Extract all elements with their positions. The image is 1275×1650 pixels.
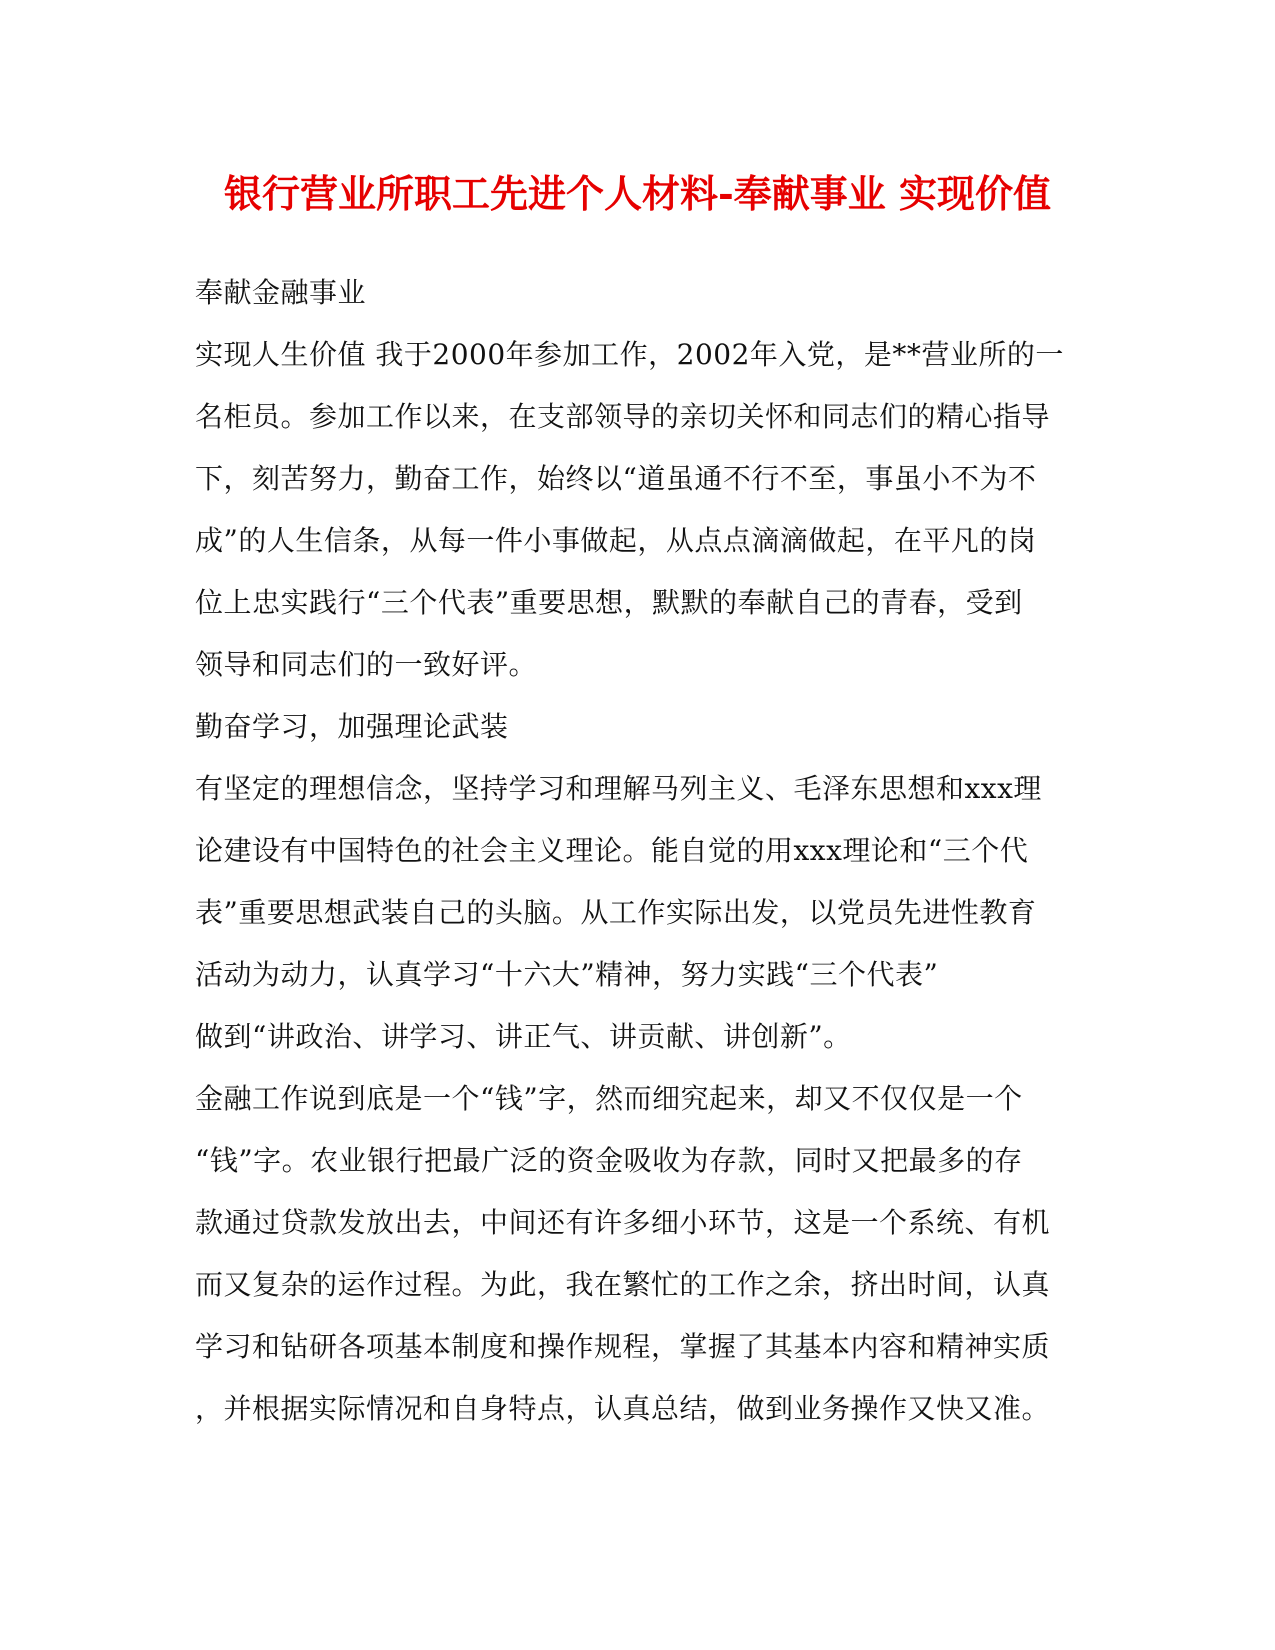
text-line: 做到“讲政治、讲学习、讲正气、讲贡献、讲创新”。 xyxy=(195,1020,852,1053)
text-line: 表”重要思想武装自己的头脑。从工作实际出发，以党员先进性教育 xyxy=(195,896,1037,929)
text-line: 位上忠实践行“三个代表”重要思想，默默的奉献自己的青春，受到 xyxy=(195,586,1023,619)
text-line: 金融工作说到底是一个“钱”字，然而细究起来，却又不仅仅是一个 xyxy=(195,1082,1023,1115)
text-line: 奉献金融事业 xyxy=(195,276,367,309)
text-line: 领导和同志们的一致好评。 xyxy=(195,648,538,681)
text-line: 成”的人生信条，从每一件小事做起，从点点滴滴做起，在平凡的岗 xyxy=(195,524,1037,557)
text-line: ，并根据实际情况和自身特点，认真总结，做到业务操作又快又准。 xyxy=(195,1392,1051,1425)
text-line: 有坚定的理想信念，坚持学习和理解马列主义、毛泽东思想和xxx理 xyxy=(195,772,1042,805)
document-title: 银行营业所职工先进个人材料-奉献事业 实现价值 xyxy=(223,171,1051,216)
text-line: 款通过贷款发放出去，中间还有许多细小环节，这是一个系统、有机 xyxy=(195,1206,1051,1239)
text-line: 下，刻苦努力，勤奋工作，始终以“道虽通不行不至，事虽小不为不 xyxy=(195,462,1037,495)
text-line: 实现人生价值 我于2000年参加工作，2002年入党，是**营业所的一 xyxy=(195,338,1064,371)
text-line: 勤奋学习，加强理论武装 xyxy=(195,710,509,743)
text-line: “钱”字。农业银行把最广泛的资金吸收为存款，同时又把最多的存 xyxy=(195,1144,1023,1177)
text-line: 活动为动力，认真学习“十六大”精神，努力实践“三个代表” xyxy=(195,958,939,991)
text-line: 而又复杂的运作过程。为此，我在繁忙的工作之余，挤出时间，认真 xyxy=(195,1268,1051,1301)
text-line: 学习和钻研各项基本制度和操作规程，掌握了其基本内容和精神实质 xyxy=(195,1330,1051,1363)
text-line: 论建设有中国特色的社会主义理论。能自觉的用xxx理论和“三个代 xyxy=(195,834,1029,867)
text-line: 名柜员。参加工作以来，在支部领导的亲切关怀和同志们的精心指导 xyxy=(195,400,1051,433)
